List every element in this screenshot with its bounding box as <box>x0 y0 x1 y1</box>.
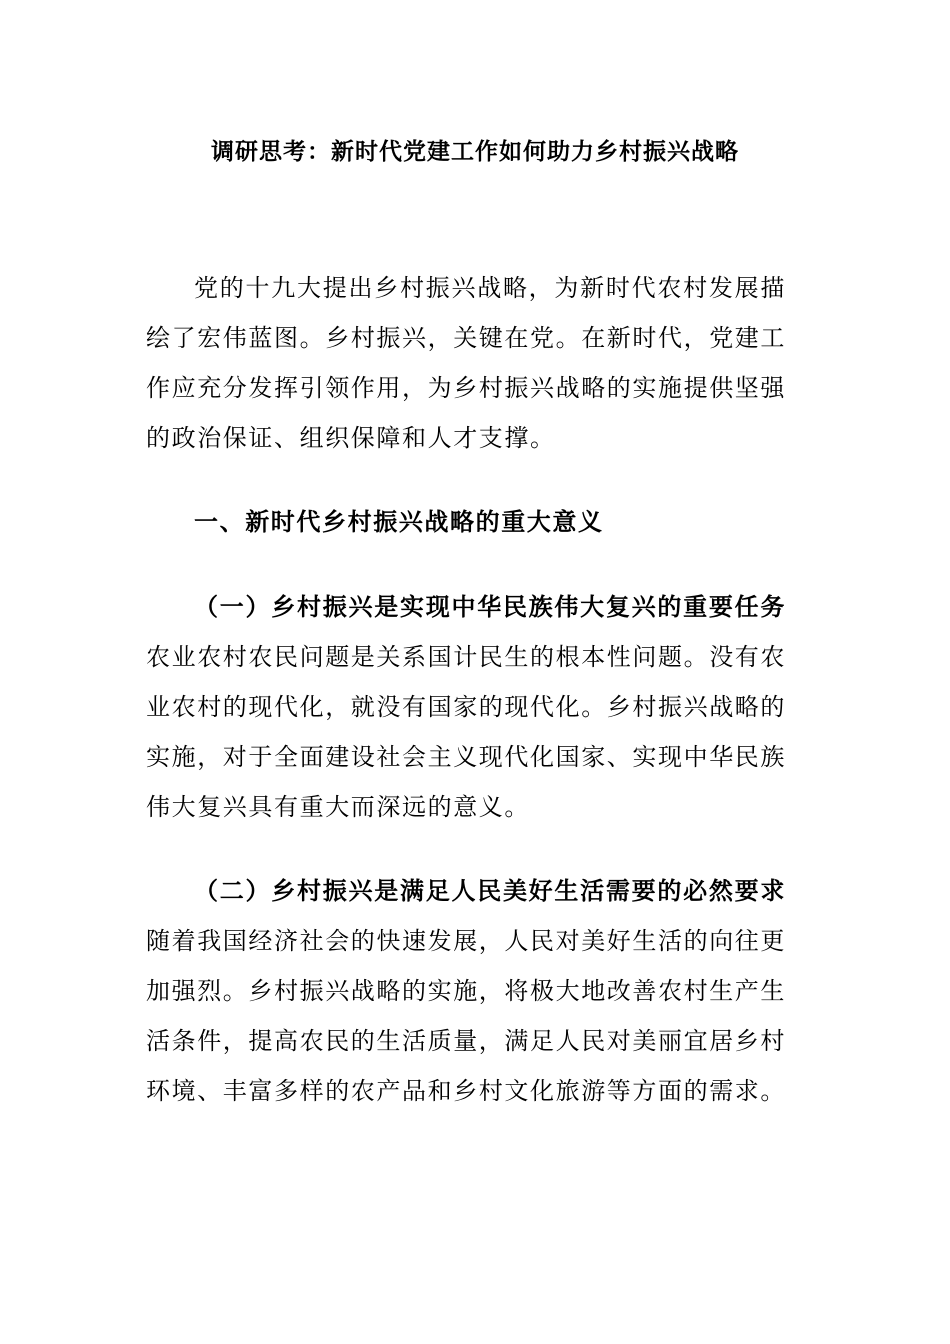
subsection-1-line: 业农村的现代化，就没有国家的现代化。乡村振兴战略的 <box>146 693 786 721</box>
subsection-1-line: 伟大复兴具有重大而深远的意义。 <box>146 793 530 821</box>
intro-line: 作应充分发挥引领作用，为乡村振兴战略的实施提供坚强 <box>146 374 786 402</box>
subsection-1-heading: （一）乡村振兴是实现中华民族伟大复兴的重要任务 <box>194 592 786 621</box>
subsection-1-line: 农业农村农民问题是关系国计民生的根本性问题。没有农 <box>146 643 786 671</box>
document-title: 调研思考：新时代党建工作如何助力乡村振兴战略 <box>211 138 739 165</box>
subsection-2 <box>146 866 786 1116</box>
subsection-1 <box>146 582 786 832</box>
section-1-heading: 一、新时代乡村振兴战略的重大意义 <box>194 507 604 536</box>
subsection-1-line: 实施，对于全面建设社会主义现代化国家、实现中华民族 <box>146 743 786 771</box>
subsection-2-heading: （二）乡村振兴是满足人民美好生活需要的必然要求 <box>194 876 786 905</box>
subsection-2-line: 活条件，提高农民的生活质量，满足人民对美丽宜居乡村 <box>146 1027 786 1055</box>
section-1-heading-block <box>146 497 786 547</box>
subsection-2-line: 加强烈。乡村振兴战略的实施，将极大地改善农村生产生 <box>146 977 786 1005</box>
subsection-2-line: 随着我国经济社会的快速发展，人民对美好生活的向往更 <box>146 927 786 955</box>
intro-paragraph <box>146 263 786 463</box>
subsection-2-line: 环境、丰富多样的农产品和乡村文化旅游等方面的需求。 <box>146 1077 786 1105</box>
intro-line: 党的十九大提出乡村振兴战略，为新时代农村发展描 <box>194 274 786 302</box>
intro-line: 绘了宏伟蓝图。乡村振兴，关键在党。在新时代，党建工 <box>146 324 786 352</box>
intro-line: 的政治保证、组织保障和人才支撑。 <box>146 424 556 452</box>
